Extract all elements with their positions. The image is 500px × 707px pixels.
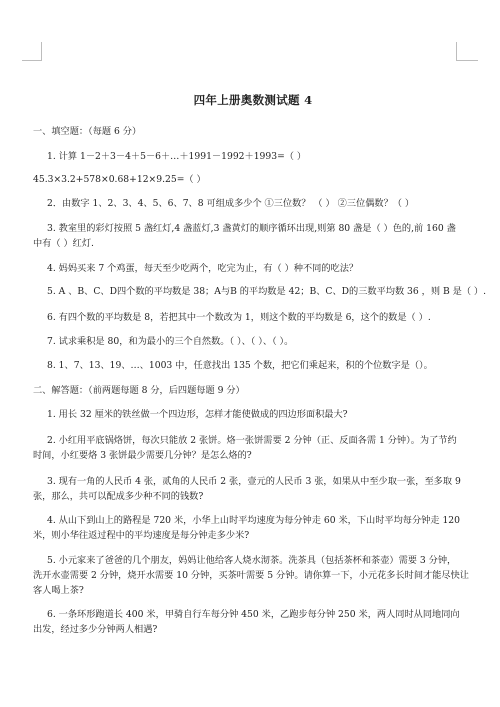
- section-fill-in-heading: 一、填空题：（每题 6 分）: [33, 126, 142, 137]
- problem-5-line-2: 洗开水壶需要 2 分钟，烧开水需要 10 分钟，买茶叶需要 5 分钟。请你算一下，小元花多长时间才能尽快让: [33, 570, 469, 581]
- problem-4-line-2: 米，则小华往返过程中的平均速度是每分钟走多少米?: [33, 530, 250, 541]
- problem-1: 1. 用长 32 厘米的铁丝做一个四边形，怎样才能使做成的四边形面积最大?: [47, 409, 348, 420]
- document-page: [33, 0, 487, 707]
- problem-2-line-1: 2. 小红用平底锅烙饼，每次只能放 2 张饼。烙一张饼需要 2 分钟（正、反面各需 1 分钟）。为了节约: [47, 435, 457, 446]
- question-1-line-2: 45.3×3.2+578×0.68+12×9.25=（ ）: [33, 174, 206, 185]
- question-3-line-1: 3. 教室里的彩灯按照 5 盏红灯,4 盏蓝灯,3 盏黄灯的顺序循环出现,则第 80 盏是（ ）色的,前 160 盏: [47, 223, 456, 234]
- problem-5-line-3: 客人喝上茶?: [33, 585, 84, 596]
- question-7: 7. 试求乘积是 80，和为最小的三个自然数。（ ）、（ ）、（ ）。: [47, 336, 294, 347]
- question-4: 4. 妈妈买来 7 个鸡蛋，每天至少吃两个，吃完为止，有（ ）种不同的吃法？: [47, 263, 359, 274]
- problem-3-line-2: 张，那么，共可以配成多少种不同的钱数?: [33, 491, 204, 502]
- question-8: 8. 1、7、13、19、…、1003 中，任意找出 135 个数，把它们乘起来，积的个位数字是（）。: [47, 360, 433, 371]
- document-title: 四年上册奥数测试题 4: [193, 93, 313, 107]
- problem-4-line-1: 4. 从山下到山上的路程是 720 米，小华上山时平均速度为每分钟走 60 米，下山时平均每分钟走 120: [47, 515, 460, 526]
- problem-2-line-2: 时间，小红要烙 3 张饼最少需要几分钟？是怎么烙的?: [33, 450, 252, 461]
- question-6: 6. 有四个数的平均数是 8，若把其中一个数改为 1，则这个数的平均数是 6，这个的数是（ ）.: [47, 312, 431, 323]
- problem-6-line-2: 出发，经过多少分钟两人相遇?: [33, 624, 158, 635]
- question-3-line-2: 中有（ ）红灯.: [33, 238, 94, 249]
- problem-3-line-1: 3. 现有一角的人民币 4 张，贰角的人民币 2 张，壹元的人民币 3 张，如果从中至少取一张，至多取 9: [47, 476, 461, 487]
- problem-5-line-1: 5. 小元家来了爸爸的几个朋友，妈妈让他给客人烧水沏茶。洗茶具（包括茶杯和茶壶）需要 3 分钟，: [47, 555, 457, 566]
- question-2: 2．由数字 1、2、3、4、5、6、7、8 可组成多少个 ①三位数？ （ ） ②三位偶数？（ ）: [47, 198, 415, 209]
- section-answer-heading: 二、解答题：（前两题每题 8 分，后四题每题 9 分）: [33, 385, 245, 396]
- problem-6-line-1: 6. 一条环形跑道长 400 米，甲骑自行车每分钟 450 米，乙跑步每分钟 250 米，两人同时从同地同向: [47, 609, 460, 620]
- question-1-line-1: 1. 计算 1－2＋3－4＋5－6＋…＋1991－1992＋1993=（ ）: [47, 151, 307, 162]
- question-5: 5. A 、B、C、D四个数的平均数是 38；A与B 的平均数是 42；B、C、D的三数平均数 36 ，则 B 是（ ）.: [47, 286, 487, 297]
